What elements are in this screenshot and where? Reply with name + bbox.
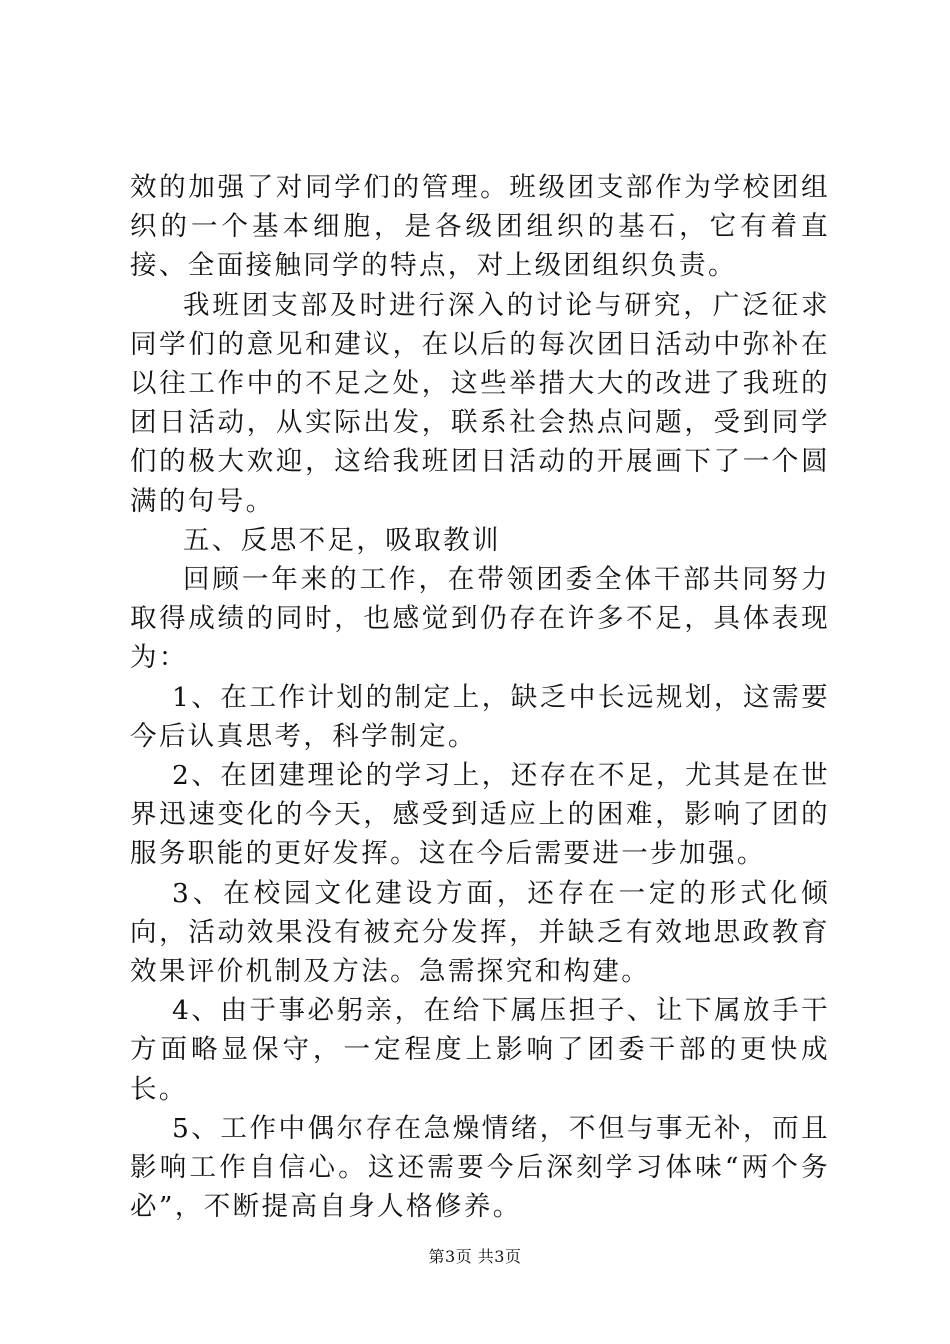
paragraph-review: 回顾一年来的工作，在带领团委全体干部共同努力取得成绩的同时，也感觉到仍存在许多不足，具体表现为： bbox=[130, 564, 830, 674]
list-item-4: 4、由于事必躬亲，在给下属压担子、让下属放手干方面略显保守，一定程度上影响了团委干部的更快成长。 bbox=[130, 995, 830, 1105]
list-item-1: 1、在工作计划的制定上，缺乏中长远规划，这需要今后认真思考，科学制定。 bbox=[130, 681, 830, 752]
page-number-footer: 第3页 共3页 bbox=[428, 1247, 522, 1266]
list-item-5: 5、工作中偶尔存在急燥情绪，不但与事无补，而且影响工作自信心。这还需要今后深刻学习体味“两个务必”，不断提高自身人格修养。 bbox=[130, 1112, 830, 1223]
section-heading-reflection: 五、反思不足，吸取教训 bbox=[183, 524, 501, 556]
list-item-2: 2、在团建理论的学习上，还存在不足，尤其是在世界迅速变化的今天，感受到适应上的困难，影响了团的服务职能的更好发挥。这在今后需要进一步加强。 bbox=[130, 760, 830, 870]
document-body bbox=[130, 168, 830, 1226]
list-item-3: 3、在校园文化建设方面，还存在一定的形式化倾向，活动效果没有被充分发挥，并缺乏有效地思政教育效果评价机制及方法。急需探究和构建。 bbox=[130, 877, 830, 988]
paragraph-continuation: 效的加强了对同学们的管理。班级团支部作为学校团组织的一个基本细胞，是各级团组织的基石，它有着直接、全面接触同学的特点，对上级团组织负责。 bbox=[130, 172, 830, 282]
paragraph-discussion: 我班团支部及时进行深入的讨论与研究，广泛征求同学们的意见和建议，在以后的每次团日活动中弥补在以往工作中的不足之处，这些举措大大的改进了我班的团日活动，从实际出发，联系社会热点问题，受到同学们的极大欢迎，这给我班团日活动的开展画下了一个圆满的句号。 bbox=[130, 289, 830, 517]
